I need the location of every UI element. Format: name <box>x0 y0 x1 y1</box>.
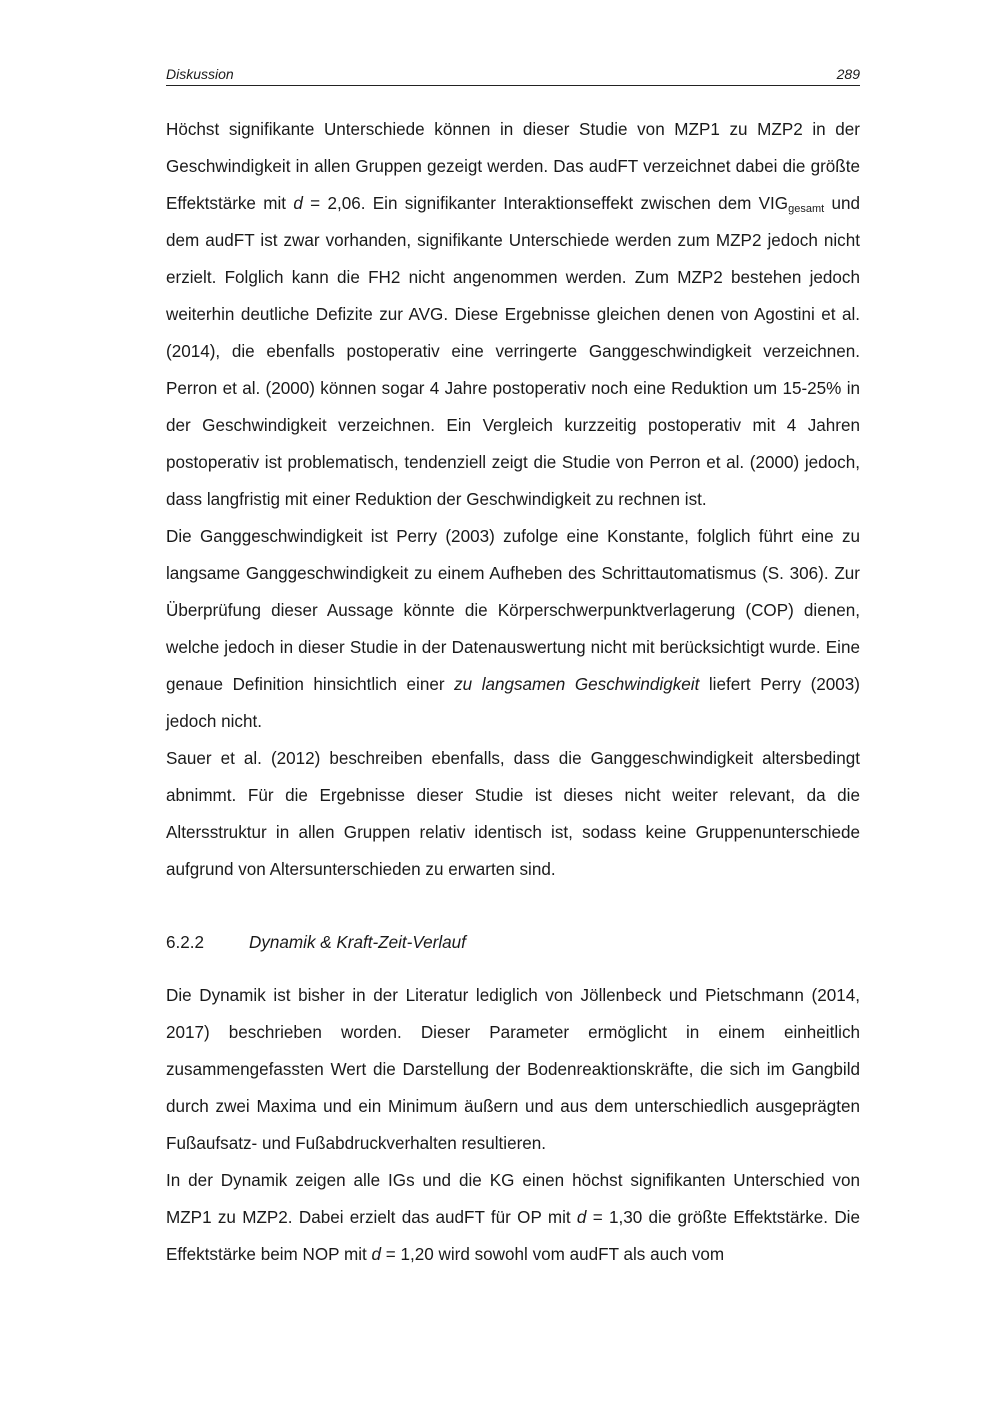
section-title: Dynamik & Kraft-Zeit-Verlauf <box>249 933 466 952</box>
paragraph-3: Sauer et al. (2012) beschreiben ebenfalls, dass die Ganggeschwindigkeit altersbedingt abnimmt. Für die Ergebnisse dieser Studie ist dieses nicht weiter relevant, da die Altersstruktur in allen Gruppen relativ identisch ist, sodass keine Gruppenunterschiede aufgrund von Altersunterschieden zu erwarten sind. <box>166 749 860 879</box>
section-heading <box>166 924 860 961</box>
paragraph-4: Die Dynamik ist bisher in der Literatur lediglich von Jöllenbeck und Pietschmann (2014, 2017) beschrieben worden. Dieser Parameter ermöglicht in einem einheitlich zusammengefassten Wert die Darstellung der Bodenreaktionskräfte, die sich im Gangbild durch zwei Maxima und ein Minimum äußern und aus dem unterschiedlich ausgeprägten Fußaufsatz- und Fußabdruckverhalten resultieren. <box>166 986 860 1153</box>
paragraph-5: In der Dynamik zeigen alle IGs und die KG einen höchst signifikanten Unterschied von MZP1 zu MZP2. Dabei erzielt das audFT für OP mit d = 1,30 die größte Effektstärke. Die Effektstärke beim NOP mit d = 1,20 wird sowohl vom audFT als auch vom <box>166 1171 860 1264</box>
running-header <box>166 58 860 86</box>
body-text <box>166 111 860 1273</box>
subscript: gesamt <box>788 203 825 215</box>
paragraph-2: Die Ganggeschwindigkeit ist Perry (2003) zufolge eine Konstante, folglich führt eine zu langsame Ganggeschwindigkeit zu einem Aufheben des Schrittautomatismus (S. 306). Zur Überprüfung dieser Aussage könnte die Körperschwerpunktverlagerung (COP) dienen, welche jedoch in dieser Studie in der Datenauswertung nicht mit berücksichtigt wurde. Eine genaue Definition hinsichtlich einer zu langsamen Geschwindigkeit liefert Perry (2003) jedoch nicht. <box>166 527 861 731</box>
section-number: 6.2.2 <box>166 933 205 952</box>
chapter-title: Diskussion <box>166 66 234 82</box>
page-number: 289 <box>836 66 860 82</box>
document-page <box>166 58 860 1273</box>
paragraph-1: Höchst signifikante Unterschiede können in dieser Studie von MZP1 zu MZP2 in der Geschwindigkeit in allen Gruppen gezeigt werden. Das audFT verzeichnet dabei die größte Effektstärke mit d = 2,06. Ein signifikanter Interaktionseffekt zwischen dem $VIG_{gesamt}$ und dem audFT ist zwar vorhanden, signifikante Unterschiede werden zum MZP2 jedoch nicht erzielt. Folglich kann die FH2 nicht angenommen werden. Zum MZP2 bestehen jedoch weiterhin deutliche Defizite zur AVG. Diese Ergebnisse gleichen denen von Agostini et al. (2014), die ebenfalls postoperativ eine verringerte Ganggeschwindigkeit verzeichnen. Perron et al. (2000) können sogar 4 Jahre postoperativ noch eine Reduktion um 15-25% in der Geschwindigkeit verzeichnen. Ein Vergleich kurzzeitig postoperativ mit 4 Jahren postoperativ ist problematisch, tendenziell zeigt die Studie von Perron et al. (2000) jedoch, dass langfristig mit einer Reduktion der Geschwindigkeit zu rechnen ist. <box>166 120 860 509</box>
